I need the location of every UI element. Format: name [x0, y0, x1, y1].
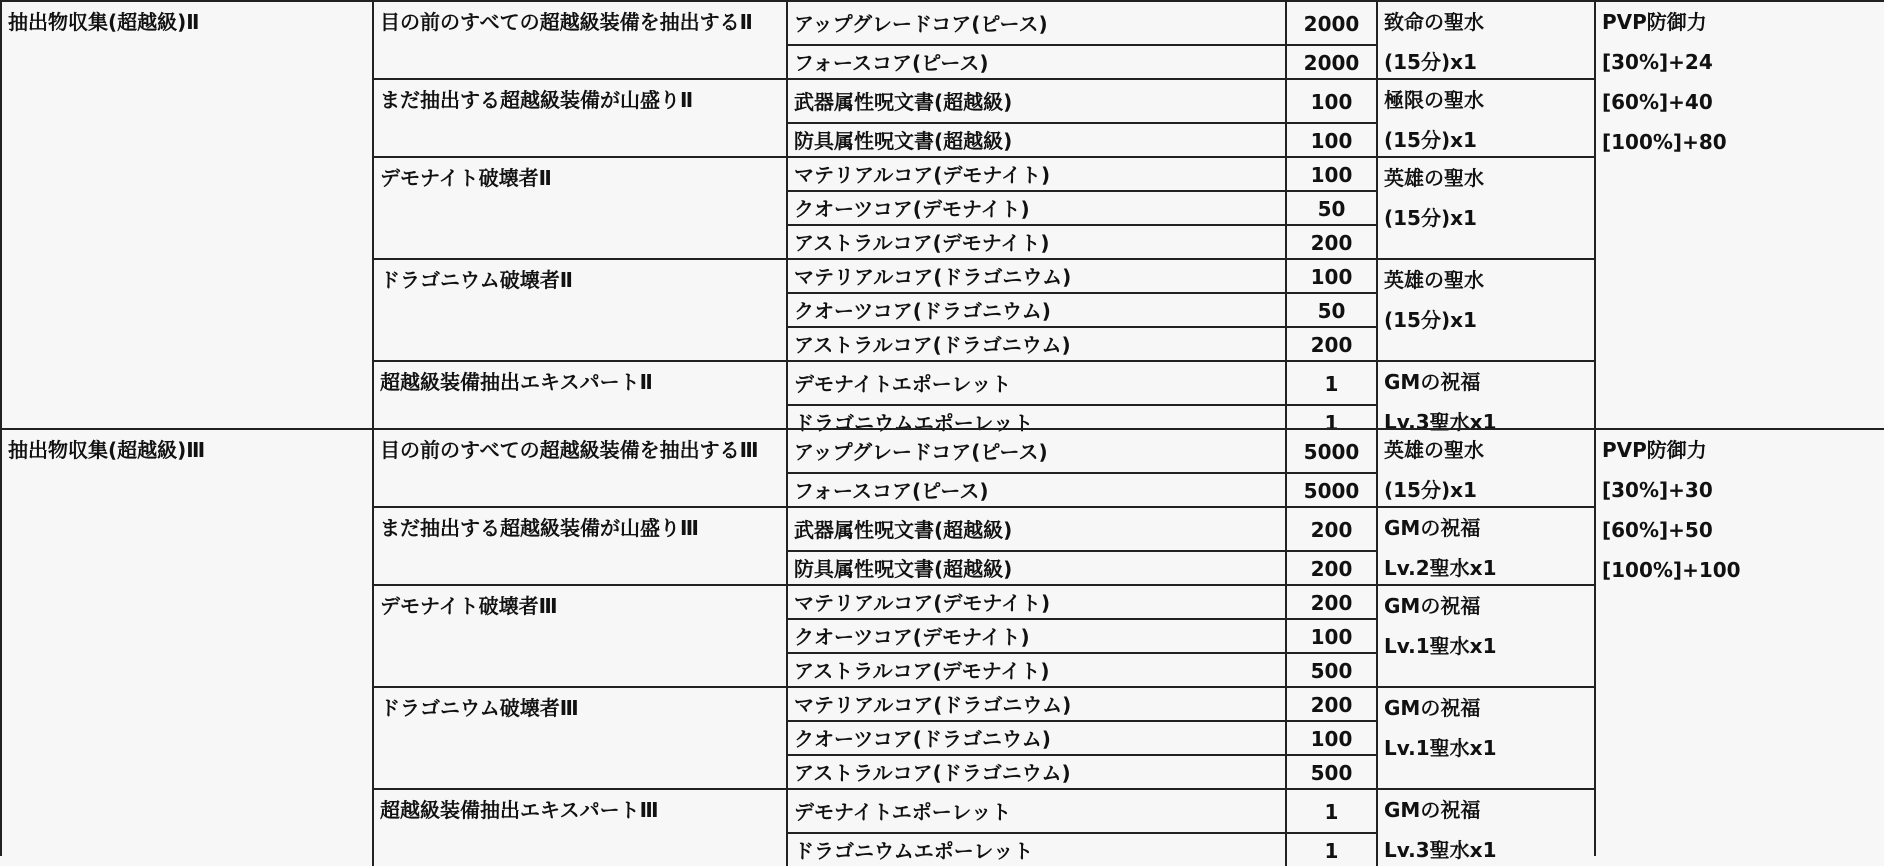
item-qty-cell [1285, 122, 1376, 156]
quest-name: ドラゴニウム破壊者Ⅱ [380, 268, 573, 292]
quest-name-cell [372, 428, 786, 506]
quest-name: ドラゴニウム破壊者Ⅲ [380, 696, 579, 720]
item-name: クオーツコア(デモナイト) [794, 625, 1030, 649]
item-name-cell [786, 832, 1285, 866]
item-qty: 5000 [1303, 479, 1360, 503]
collection-reward-line: [30%]+30 [1602, 478, 1713, 502]
collection-name-cell [0, 428, 372, 856]
item-name: アップグレードコア(ピース) [794, 440, 1048, 464]
quest-reward-line: 英雄の聖水 [1384, 268, 1484, 292]
collection-name: 抽出物収集(超越級)Ⅱ [8, 10, 200, 34]
item-qty-cell [1285, 78, 1376, 122]
item-name-cell [786, 0, 1285, 44]
collection-reward-line: [30%]+24 [1602, 50, 1713, 74]
item-qty-cell [1285, 754, 1376, 788]
quest-name-cell [372, 360, 786, 438]
item-qty-cell [1285, 652, 1376, 686]
item-qty: 200 [1310, 693, 1353, 717]
item-name: 防具属性呪文書(超越級) [794, 557, 1013, 581]
item-qty: 1 [1324, 800, 1339, 824]
item-qty-cell [1285, 472, 1376, 506]
quest-name-cell [372, 0, 786, 78]
item-name-cell [786, 550, 1285, 584]
item-name: フォースコア(ピース) [794, 479, 989, 503]
item-qty-cell [1285, 618, 1376, 652]
quest-reward-line: (15分)x1 [1384, 50, 1477, 74]
item-qty-cell [1285, 788, 1376, 832]
item-name: フォースコア(ピース) [794, 51, 989, 75]
quest-reward-line: Lv.1聖水x1 [1384, 634, 1497, 658]
item-name: デモナイトエポーレット [794, 372, 1012, 396]
quest-name: デモナイト破壊者Ⅲ [380, 594, 558, 618]
collection-reward-cell [1594, 428, 1884, 856]
quest-name: まだ抽出する超越級装備が山盛りⅢ [380, 516, 699, 540]
item-qty: 1 [1324, 839, 1339, 863]
item-name: マテリアルコア(デモナイト) [794, 591, 1051, 615]
quest-reward-line: GMの祝福 [1384, 594, 1481, 618]
quest-reward-line: Lv.3聖水x1 [1384, 410, 1497, 434]
item-name: ドラゴニウムエポーレット [794, 411, 1034, 435]
quest-reward-line: 英雄の聖水 [1384, 166, 1484, 190]
quest-reward-cell [1376, 78, 1594, 156]
item-qty-cell [1285, 720, 1376, 754]
item-qty: 100 [1310, 625, 1353, 649]
item-qty-cell [1285, 686, 1376, 720]
item-name-cell [786, 428, 1285, 472]
quest-reward-cell [1376, 258, 1594, 360]
item-name-cell [786, 78, 1285, 122]
item-qty-cell [1285, 506, 1376, 550]
quest-name-cell [372, 156, 786, 258]
item-name: クオーツコア(ドラゴニウム) [794, 727, 1051, 751]
quest-reward-cell [1376, 0, 1594, 78]
item-qty: 100 [1310, 163, 1353, 187]
quest-reward-cell [1376, 686, 1594, 788]
item-qty: 200 [1310, 557, 1353, 581]
quest-reward-line: (15分)x1 [1384, 206, 1477, 230]
collection-reward-line: [100%]+80 [1602, 130, 1727, 154]
item-qty-cell [1285, 0, 1376, 44]
quest-reward-line: GMの祝福 [1384, 516, 1481, 540]
quest-name-cell [372, 258, 786, 360]
item-name-cell [786, 472, 1285, 506]
quest-reward-cell [1376, 428, 1594, 506]
item-qty: 200 [1310, 591, 1353, 615]
item-name: アストラルコア(デモナイト) [794, 231, 1050, 255]
item-qty-cell [1285, 156, 1376, 190]
item-name: マテリアルコア(デモナイト) [794, 163, 1051, 187]
collection-reward-cell [1594, 0, 1884, 428]
quest-name: 目の前のすべての超越級装備を抽出するⅢ [380, 438, 759, 462]
item-name-cell [786, 788, 1285, 832]
quest-name-cell [372, 686, 786, 788]
item-qty-cell [1285, 292, 1376, 326]
quest-name: まだ抽出する超越級装備が山盛りⅡ [380, 88, 694, 112]
item-qty: 1 [1324, 411, 1339, 435]
quest-reward-cell [1376, 360, 1594, 438]
item-qty: 100 [1310, 265, 1353, 289]
quest-name-cell [372, 78, 786, 156]
item-qty: 100 [1310, 727, 1353, 751]
item-name: アストラルコア(デモナイト) [794, 659, 1050, 683]
quest-reward-line: Lv.3聖水x1 [1384, 838, 1497, 862]
quest-reward-line: 英雄の聖水 [1384, 438, 1484, 462]
quest-name-cell [372, 506, 786, 584]
quest-name-cell [372, 584, 786, 686]
item-name: クオーツコア(デモナイト) [794, 197, 1030, 221]
item-name: 武器属性呪文書(超越級) [794, 518, 1013, 542]
item-name: 防具属性呪文書(超越級) [794, 129, 1013, 153]
item-qty-cell [1285, 190, 1376, 224]
item-name-cell [786, 618, 1285, 652]
quest-reward-line: Lv.2聖水x1 [1384, 556, 1497, 580]
item-name: マテリアルコア(ドラゴニウム) [794, 693, 1072, 717]
item-qty-cell [1285, 224, 1376, 258]
quest-name: デモナイト破壊者Ⅱ [380, 166, 552, 190]
item-name-cell [786, 44, 1285, 78]
quest-name: 超越級装備抽出エキスパートⅢ [380, 798, 659, 822]
item-qty: 500 [1310, 761, 1353, 785]
item-qty: 200 [1310, 518, 1353, 542]
item-name-cell [786, 360, 1285, 404]
item-name-cell [786, 224, 1285, 258]
quest-reward-cell [1376, 156, 1594, 258]
quest-reward-line: GMの祝福 [1384, 696, 1481, 720]
item-name: 武器属性呪文書(超越級) [794, 90, 1013, 114]
item-qty: 5000 [1303, 440, 1360, 464]
item-qty-cell [1285, 44, 1376, 78]
quest-reward-line: Lv.1聖水x1 [1384, 736, 1497, 760]
item-qty: 100 [1310, 90, 1353, 114]
quest-reward-line: 致命の聖水 [1384, 10, 1484, 34]
item-name: クオーツコア(ドラゴニウム) [794, 299, 1051, 323]
item-qty-cell [1285, 360, 1376, 404]
quest-reward-cell [1376, 584, 1594, 686]
item-name-cell [786, 506, 1285, 550]
item-name-cell [786, 190, 1285, 224]
quest-reward-line: (15分)x1 [1384, 308, 1477, 332]
item-name-cell [786, 122, 1285, 156]
quest-reward-line: (15分)x1 [1384, 478, 1477, 502]
item-qty: 500 [1310, 659, 1353, 683]
item-name: マテリアルコア(ドラゴニウム) [794, 265, 1072, 289]
item-qty-cell [1285, 258, 1376, 292]
item-qty: 50 [1317, 299, 1346, 323]
item-name-cell [786, 156, 1285, 190]
item-name-cell [786, 326, 1285, 360]
item-qty-cell [1285, 326, 1376, 360]
item-qty-cell [1285, 428, 1376, 472]
item-qty: 200 [1310, 333, 1353, 357]
quest-reward-line: GMの祝福 [1384, 370, 1481, 394]
quest-reward-line: (15分)x1 [1384, 128, 1477, 152]
collection-reward-line: [60%]+40 [1602, 90, 1713, 114]
item-name: デモナイトエポーレット [794, 800, 1012, 824]
item-qty-cell [1285, 550, 1376, 584]
quest-name: 目の前のすべての超越級装備を抽出するⅡ [380, 10, 753, 34]
item-name: アストラルコア(ドラゴニウム) [794, 761, 1071, 785]
item-name-cell [786, 652, 1285, 686]
quest-reward-line: GMの祝福 [1384, 798, 1481, 822]
quest-name-cell [372, 788, 786, 866]
item-qty: 2000 [1303, 51, 1360, 75]
collection-reward-line: PVP防御力 [1602, 438, 1707, 462]
item-qty-cell [1285, 584, 1376, 618]
item-qty: 2000 [1303, 12, 1360, 36]
item-name: ドラゴニウムエポーレット [794, 839, 1034, 863]
quest-reward-line: 極限の聖水 [1384, 88, 1484, 112]
item-qty: 1 [1324, 372, 1339, 396]
item-name-cell [786, 584, 1285, 618]
item-qty-cell [1285, 832, 1376, 866]
item-name-cell [786, 720, 1285, 754]
item-name-cell [786, 686, 1285, 720]
item-name: アストラルコア(ドラゴニウム) [794, 333, 1071, 357]
item-qty: 100 [1310, 129, 1353, 153]
item-qty: 50 [1317, 197, 1346, 221]
quest-name: 超越級装備抽出エキスパートⅡ [380, 370, 653, 394]
collection-reward-line: [100%]+100 [1602, 558, 1741, 582]
item-name: アップグレードコア(ピース) [794, 12, 1048, 36]
collection-reward-line: PVP防御力 [1602, 10, 1707, 34]
collection-name: 抽出物収集(超越級)Ⅲ [8, 438, 206, 462]
item-qty: 200 [1310, 231, 1353, 255]
item-name-cell [786, 258, 1285, 292]
quest-reward-cell [1376, 506, 1594, 584]
quest-reward-cell [1376, 788, 1594, 866]
collection-reward-line: [60%]+50 [1602, 518, 1713, 542]
collection-name-cell [0, 0, 372, 428]
item-name-cell [786, 754, 1285, 788]
item-name-cell [786, 292, 1285, 326]
